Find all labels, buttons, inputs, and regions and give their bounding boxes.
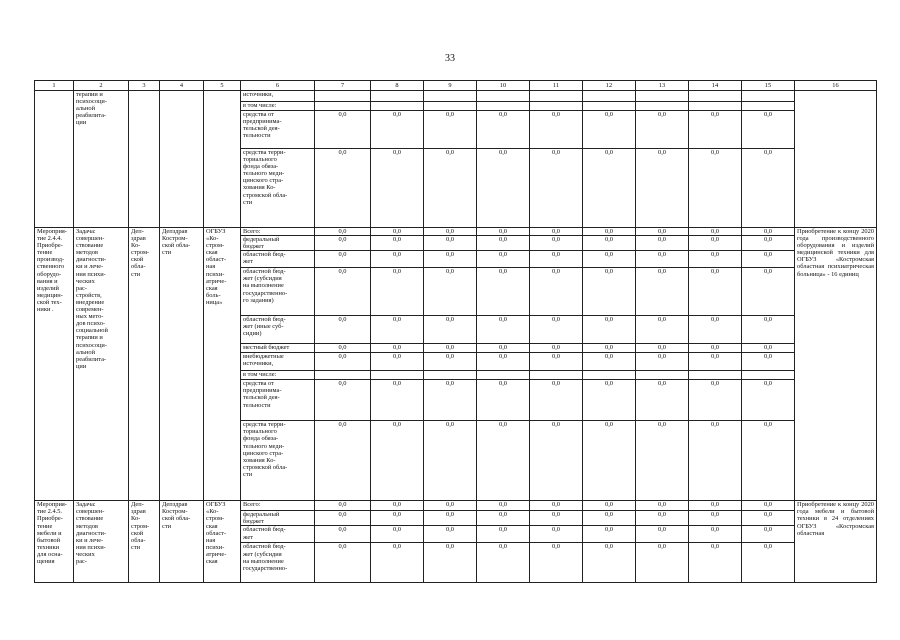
value-cell: 0,0 bbox=[583, 421, 636, 501]
value-cell: 0,0 bbox=[315, 111, 371, 149]
table-row bbox=[35, 501, 877, 511]
column-header: 15 bbox=[742, 81, 795, 91]
value-cell: 0,0 bbox=[315, 526, 371, 543]
value-cell: 0,0 bbox=[315, 228, 371, 236]
value-cell: 0,0 bbox=[477, 511, 530, 526]
value-cell: 0,0 bbox=[371, 149, 424, 228]
value-cell: 0,0 bbox=[583, 149, 636, 228]
value-cell: 0,0 bbox=[742, 149, 795, 228]
value-cell: 0,0 bbox=[583, 316, 636, 344]
value-cell: 0,0 bbox=[689, 353, 742, 371]
column-header: 12 bbox=[583, 81, 636, 91]
value-cell: 0,0 bbox=[315, 316, 371, 344]
value-cell: 0,0 bbox=[583, 228, 636, 236]
value-cell: 0,0 bbox=[424, 421, 477, 501]
value-cell: 0,0 bbox=[477, 236, 530, 251]
value-cell: 0,0 bbox=[636, 543, 689, 583]
executor-cell: Деп- здрав Ко- стром- ской обла- сти bbox=[129, 228, 160, 501]
value-cell: 0,0 bbox=[583, 353, 636, 371]
column-header: 2 bbox=[74, 81, 129, 91]
value-cell: 0,0 bbox=[315, 149, 371, 228]
value-cell: 0,0 bbox=[424, 501, 477, 511]
measure-cell: Мероприя- тие 2.4.4. Приобре- тение производ- ственного оборудо- вания и изделий медицин- ской тех- ники . bbox=[35, 228, 74, 501]
value-cell: 0,0 bbox=[424, 511, 477, 526]
value-cell: 0,0 bbox=[636, 228, 689, 236]
column-header: 11 bbox=[530, 81, 583, 91]
value-cell: 0,0 bbox=[477, 268, 530, 316]
value-cell bbox=[315, 91, 371, 102]
value-cell bbox=[371, 102, 424, 111]
value-cell: 0,0 bbox=[424, 526, 477, 543]
source-label: средства терри- ториального фонда обяза- тельного меди- цинского стра- хования Ко- стромской обла- сти bbox=[241, 149, 315, 228]
value-cell bbox=[424, 102, 477, 111]
customer-cell: Депздрав Костром- ской обла- сти bbox=[160, 501, 204, 583]
value-cell bbox=[530, 371, 583, 380]
measure-cell: Мероприя- тие 2.4.5. Приобре- тение мебели и бытовой техники для осна- щения bbox=[35, 501, 74, 583]
page-number: 33 bbox=[445, 53, 455, 64]
value-cell: 0,0 bbox=[689, 268, 742, 316]
source-label: областной бюд- жет (субсидия на выполнение государственно- го задания) bbox=[241, 268, 315, 316]
executor-cell: Деп- здрав Ко- стром- ской обла- сти bbox=[129, 501, 160, 583]
value-cell: 0,0 bbox=[315, 511, 371, 526]
value-cell: 0,0 bbox=[530, 543, 583, 583]
column-header: 10 bbox=[477, 81, 530, 91]
value-cell: 0,0 bbox=[371, 316, 424, 344]
value-cell: 0,0 bbox=[371, 228, 424, 236]
value-cell: 0,0 bbox=[689, 380, 742, 421]
value-cell: 0,0 bbox=[689, 228, 742, 236]
value-cell: 0,0 bbox=[371, 421, 424, 501]
value-cell bbox=[689, 371, 742, 380]
source-label: средства от предпринима- тельской дея- тельности bbox=[241, 380, 315, 421]
value-cell: 0,0 bbox=[689, 111, 742, 149]
value-cell: 0,0 bbox=[689, 344, 742, 353]
value-cell: 0,0 bbox=[636, 380, 689, 421]
source-label: в том числе: bbox=[241, 102, 315, 111]
value-cell: 0,0 bbox=[315, 543, 371, 583]
value-cell: 0,0 bbox=[742, 268, 795, 316]
value-cell: 0,0 bbox=[424, 543, 477, 583]
value-cell: 0,0 bbox=[315, 344, 371, 353]
value-cell: 0,0 bbox=[530, 111, 583, 149]
value-cell: 0,0 bbox=[371, 251, 424, 268]
value-cell: 0,0 bbox=[530, 316, 583, 344]
column-header: 14 bbox=[689, 81, 742, 91]
value-cell: 0,0 bbox=[371, 111, 424, 149]
value-cell: 0,0 bbox=[742, 353, 795, 371]
value-cell: 0,0 bbox=[742, 511, 795, 526]
value-cell bbox=[424, 371, 477, 380]
value-cell: 0,0 bbox=[315, 501, 371, 511]
value-cell: 0,0 bbox=[689, 421, 742, 501]
source-label: в том числе: bbox=[241, 371, 315, 380]
value-cell: 0,0 bbox=[636, 236, 689, 251]
value-cell bbox=[477, 91, 530, 102]
value-cell: 0,0 bbox=[689, 236, 742, 251]
value-cell: 0,0 bbox=[477, 526, 530, 543]
column-header: 9 bbox=[424, 81, 477, 91]
value-cell: 0,0 bbox=[636, 421, 689, 501]
value-cell: 0,0 bbox=[583, 344, 636, 353]
value-cell: 0,0 bbox=[583, 511, 636, 526]
value-cell: 0,0 bbox=[315, 268, 371, 316]
value-cell: 0,0 bbox=[371, 543, 424, 583]
customer-cell: Депздрав Костром- ской обла- сти bbox=[160, 228, 204, 501]
value-cell: 0,0 bbox=[530, 228, 583, 236]
value-cell: 0,0 bbox=[371, 236, 424, 251]
value-cell: 0,0 bbox=[530, 236, 583, 251]
value-cell: 0,0 bbox=[315, 236, 371, 251]
source-label: источники, bbox=[241, 91, 315, 102]
value-cell: 0,0 bbox=[371, 501, 424, 511]
value-cell: 0,0 bbox=[530, 344, 583, 353]
value-cell bbox=[636, 102, 689, 111]
value-cell: 0,0 bbox=[530, 353, 583, 371]
value-cell: 0,0 bbox=[636, 511, 689, 526]
value-cell: 0,0 bbox=[636, 251, 689, 268]
task-cell: Задача: совершен- ствование методов диагности- ки и лече- ния психи- ческих рас- bbox=[74, 501, 129, 583]
column-header: 8 bbox=[371, 81, 424, 91]
value-cell: 0,0 bbox=[371, 353, 424, 371]
value-cell: 0,0 bbox=[636, 344, 689, 353]
value-cell: 0,0 bbox=[424, 353, 477, 371]
value-cell bbox=[315, 371, 371, 380]
result-cell bbox=[795, 91, 877, 228]
column-header: 16 bbox=[795, 81, 877, 91]
value-cell: 0,0 bbox=[424, 111, 477, 149]
value-cell: 0,0 bbox=[477, 251, 530, 268]
value-cell bbox=[477, 102, 530, 111]
source-label: внебюджетные источники, bbox=[241, 353, 315, 371]
source-label: средства терри- ториального фонда обяза- тельного меди- цинского стра- хования Ко- стромской обла- сти bbox=[241, 421, 315, 501]
value-cell: 0,0 bbox=[424, 228, 477, 236]
source-label: областной бюд- жет (субсидия на выполнение государственно- bbox=[241, 543, 315, 583]
value-cell: 0,0 bbox=[636, 268, 689, 316]
source-label: федеральный бюджет bbox=[241, 236, 315, 251]
value-cell bbox=[689, 102, 742, 111]
value-cell: 0,0 bbox=[583, 501, 636, 511]
value-cell bbox=[371, 91, 424, 102]
value-cell: 0,0 bbox=[371, 344, 424, 353]
value-cell: 0,0 bbox=[742, 228, 795, 236]
value-cell: 0,0 bbox=[530, 511, 583, 526]
column-header-row bbox=[35, 81, 877, 91]
value-cell bbox=[742, 102, 795, 111]
value-cell: 0,0 bbox=[636, 501, 689, 511]
value-cell: 0,0 bbox=[424, 268, 477, 316]
value-cell: 0,0 bbox=[477, 111, 530, 149]
value-cell: 0,0 bbox=[636, 149, 689, 228]
value-cell: 0,0 bbox=[371, 511, 424, 526]
value-cell: 0,0 bbox=[477, 316, 530, 344]
budget-table bbox=[34, 80, 877, 583]
value-cell: 0,0 bbox=[477, 353, 530, 371]
value-cell bbox=[689, 91, 742, 102]
value-cell: 0,0 bbox=[371, 268, 424, 316]
value-cell: 0,0 bbox=[424, 344, 477, 353]
value-cell: 0,0 bbox=[530, 149, 583, 228]
participant-cell: ОГБУЗ «Ко- стром- ская област- ная психи- атриче- ская bbox=[204, 501, 241, 583]
value-cell: 0,0 bbox=[315, 353, 371, 371]
value-cell: 0,0 bbox=[689, 511, 742, 526]
participant-cell: ОГБУЗ «Ко- стром- ская област- ная психи- атриче- ская боль- ница» bbox=[204, 228, 241, 501]
column-header: 6 bbox=[241, 81, 315, 91]
value-cell: 0,0 bbox=[371, 380, 424, 421]
value-cell: 0,0 bbox=[424, 251, 477, 268]
value-cell: 0,0 bbox=[583, 380, 636, 421]
value-cell: 0,0 bbox=[371, 526, 424, 543]
value-cell: 0,0 bbox=[742, 111, 795, 149]
value-cell: 0,0 bbox=[530, 268, 583, 316]
value-cell: 0,0 bbox=[477, 501, 530, 511]
value-cell: 0,0 bbox=[315, 421, 371, 501]
result-cell: Приобретение к концу 2020 года производственного оборудования и изделий медицинской техники для ОГБУЗ «Костромская областная психиатрическая больница» - 16 единиц bbox=[795, 228, 877, 501]
value-cell: 0,0 bbox=[530, 251, 583, 268]
value-cell: 0,0 bbox=[742, 251, 795, 268]
value-cell bbox=[636, 91, 689, 102]
value-cell: 0,0 bbox=[583, 526, 636, 543]
value-cell: 0,0 bbox=[742, 236, 795, 251]
participant-cell bbox=[204, 91, 241, 228]
source-label: федеральный бюджет bbox=[241, 511, 315, 526]
column-header: 13 bbox=[636, 81, 689, 91]
source-label: областной бюд- жет bbox=[241, 251, 315, 268]
value-cell: 0,0 bbox=[477, 228, 530, 236]
value-cell: 0,0 bbox=[636, 316, 689, 344]
value-cell: 0,0 bbox=[689, 149, 742, 228]
value-cell bbox=[477, 371, 530, 380]
value-cell: 0,0 bbox=[742, 526, 795, 543]
table-row bbox=[35, 228, 877, 236]
column-header: 4 bbox=[160, 81, 204, 91]
value-cell: 0,0 bbox=[477, 543, 530, 583]
value-cell: 0,0 bbox=[424, 149, 477, 228]
executor-cell bbox=[129, 91, 160, 228]
value-cell: 0,0 bbox=[583, 251, 636, 268]
value-cell: 0,0 bbox=[689, 316, 742, 344]
value-cell bbox=[530, 91, 583, 102]
value-cell: 0,0 bbox=[424, 316, 477, 344]
value-cell bbox=[742, 371, 795, 380]
source-label: Всего: bbox=[241, 228, 315, 236]
value-cell: 0,0 bbox=[742, 344, 795, 353]
value-cell: 0,0 bbox=[530, 380, 583, 421]
value-cell bbox=[742, 91, 795, 102]
value-cell: 0,0 bbox=[530, 421, 583, 501]
source-label: областной бюд- жет bbox=[241, 526, 315, 543]
value-cell bbox=[583, 91, 636, 102]
value-cell: 0,0 bbox=[742, 380, 795, 421]
value-cell: 0,0 bbox=[315, 380, 371, 421]
customer-cell bbox=[160, 91, 204, 228]
value-cell: 0,0 bbox=[477, 344, 530, 353]
value-cell: 0,0 bbox=[477, 380, 530, 421]
value-cell: 0,0 bbox=[583, 268, 636, 316]
value-cell: 0,0 bbox=[477, 421, 530, 501]
value-cell bbox=[636, 371, 689, 380]
value-cell: 0,0 bbox=[583, 543, 636, 583]
value-cell: 0,0 bbox=[583, 236, 636, 251]
source-label: Всего: bbox=[241, 501, 315, 511]
value-cell bbox=[583, 371, 636, 380]
value-cell bbox=[371, 371, 424, 380]
value-cell: 0,0 bbox=[530, 526, 583, 543]
value-cell: 0,0 bbox=[742, 316, 795, 344]
value-cell: 0,0 bbox=[689, 251, 742, 268]
value-cell: 0,0 bbox=[477, 149, 530, 228]
value-cell: 0,0 bbox=[742, 501, 795, 511]
column-header: 7 bbox=[315, 81, 371, 91]
value-cell bbox=[315, 102, 371, 111]
measure-cell bbox=[35, 91, 74, 228]
source-label: местный бюджет bbox=[241, 344, 315, 353]
value-cell: 0,0 bbox=[530, 501, 583, 511]
value-cell: 0,0 bbox=[689, 501, 742, 511]
value-cell: 0,0 bbox=[689, 543, 742, 583]
value-cell: 0,0 bbox=[583, 111, 636, 149]
value-cell bbox=[424, 91, 477, 102]
value-cell bbox=[583, 102, 636, 111]
task-cell: терапии и психосоци- альной реабилита- ции bbox=[74, 91, 129, 228]
column-header: 1 bbox=[35, 81, 74, 91]
value-cell: 0,0 bbox=[424, 380, 477, 421]
source-label: средства от предпринима- тельской дея- тельности bbox=[241, 111, 315, 149]
value-cell: 0,0 bbox=[689, 526, 742, 543]
task-cell: Задача: совершен- ствование методов диагности- ки и лече- ния психи- ческих рас- стройств, внедрение современ- ных мето- дов психо- социальной терапии и психосоци- альной реабилита- ции bbox=[74, 228, 129, 501]
result-cell: Приобретение к концу 2020 года мебели и бытовой техники в 24 отделениях ОГБУЗ «Костромская областная bbox=[795, 501, 877, 583]
table-row bbox=[35, 91, 877, 102]
source-label: областной бюд- жет (иные суб- сидии) bbox=[241, 316, 315, 344]
value-cell: 0,0 bbox=[636, 353, 689, 371]
column-header: 5 bbox=[204, 81, 241, 91]
value-cell: 0,0 bbox=[636, 526, 689, 543]
value-cell: 0,0 bbox=[424, 236, 477, 251]
value-cell: 0,0 bbox=[742, 421, 795, 501]
value-cell bbox=[530, 102, 583, 111]
value-cell: 0,0 bbox=[742, 543, 795, 583]
value-cell: 0,0 bbox=[315, 251, 371, 268]
column-header: 3 bbox=[129, 81, 160, 91]
value-cell: 0,0 bbox=[636, 111, 689, 149]
